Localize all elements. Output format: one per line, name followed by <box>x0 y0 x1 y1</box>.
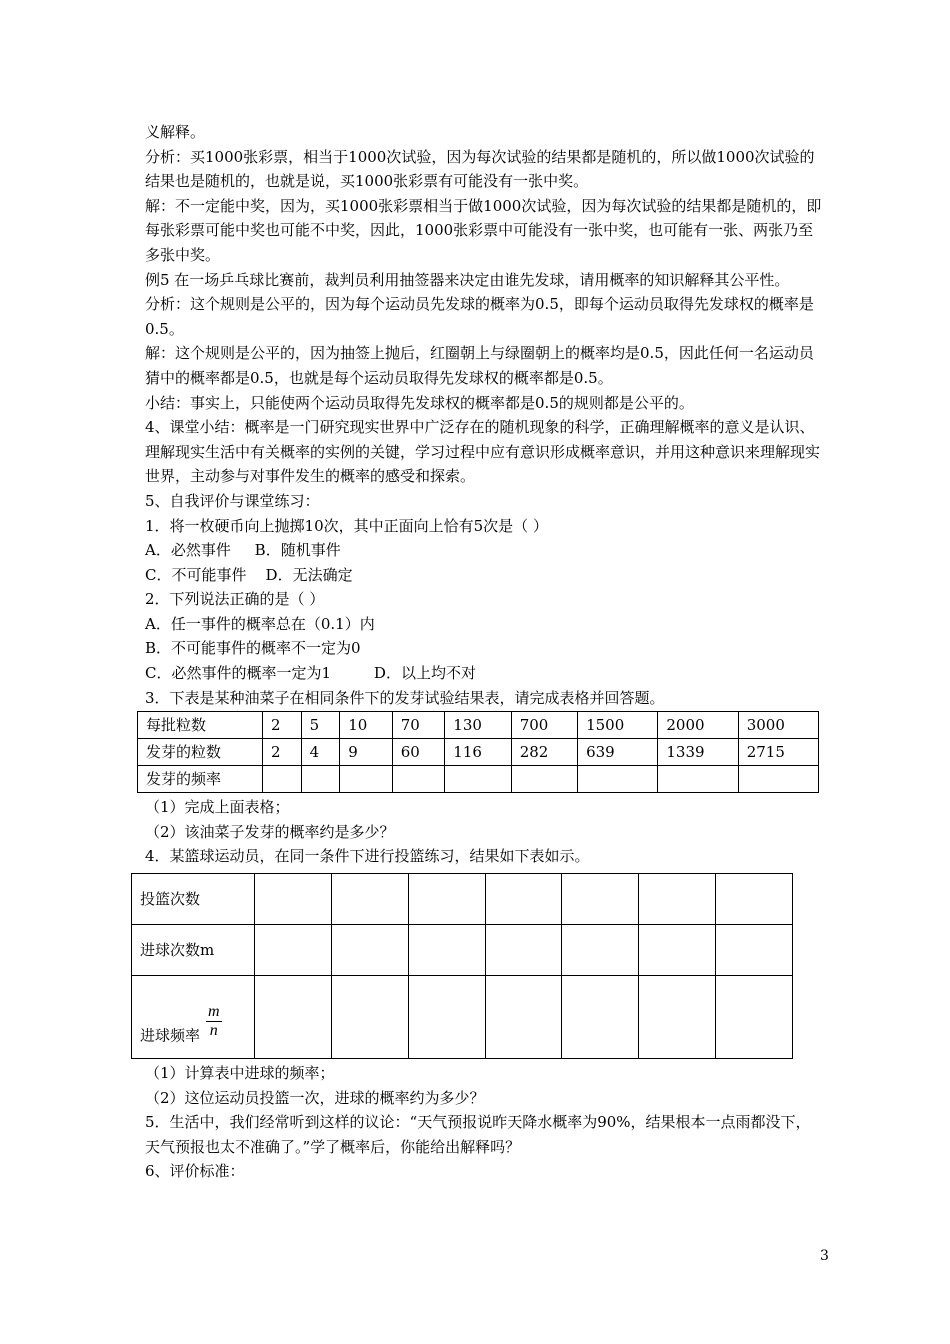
table-cell <box>263 766 302 793</box>
row-label: 发芽的频率 <box>138 766 263 793</box>
table-cell: 2715 <box>738 739 818 766</box>
table-cell: 1500 <box>578 712 658 739</box>
table-cell: 5 <box>301 712 340 739</box>
paragraph: 分析：这个规则是公平的，因为每个运动员先发球的概率为0.5，即每个运动员取得先发球权的概率是0.5。 <box>145 295 814 338</box>
table-cell: 60 <box>392 739 445 766</box>
section-c <box>145 1061 825 1184</box>
row-label: 每批粒数 <box>138 712 263 739</box>
table-cell: 2 <box>263 739 302 766</box>
table-cell <box>639 925 716 976</box>
table-row <box>138 712 819 739</box>
table-cell: 4 <box>301 739 340 766</box>
table-cell <box>658 766 738 793</box>
table-cell: 9 <box>340 739 393 766</box>
table-cell: 700 <box>511 712 577 739</box>
paragraph: 4、课堂小结：概率是一门研究现实世界中广泛存在的随机现象的科学，正确理解概率的意义是认识、理解现实生活中有关概率的实例的关键，学习过程中应有意识形成概率意识，并用这种意识来理解现实世界，主动参与对事件发生的概率的感受和探索。 <box>145 418 821 486</box>
table-cell <box>738 766 818 793</box>
table-cell: 2000 <box>658 712 738 739</box>
question-3: 3．下表是某种油菜子在相同条件下的发芽试验结果表，请完成表格并回答题。 <box>145 688 665 707</box>
table-cell <box>255 925 332 976</box>
table-cell <box>408 925 485 976</box>
table-cell: 2 <box>263 712 302 739</box>
table-cell <box>639 874 716 925</box>
table-cell <box>578 766 658 793</box>
table-row <box>138 766 819 793</box>
basketball-table <box>131 873 793 1059</box>
table-cell <box>562 976 639 1059</box>
page-number: 3 <box>820 1248 829 1264</box>
fraction-m-over-n <box>206 1003 222 1040</box>
table-cell <box>392 766 445 793</box>
question-4: 4．某篮球运动员，在同一条件下进行投篮练习，结果如下表如示。 <box>145 847 590 866</box>
section-a <box>145 120 825 710</box>
row-label-text: 投篮次数 <box>140 889 201 908</box>
table-cell <box>408 976 485 1059</box>
row-label-text: 进球频率 <box>140 1026 201 1045</box>
table-cell <box>408 874 485 925</box>
section-b <box>145 795 825 869</box>
table-cell <box>485 874 562 925</box>
fraction-denominator: n <box>209 1022 218 1040</box>
row-label <box>132 976 255 1059</box>
table-row <box>132 874 793 925</box>
paragraph: 义解释。 <box>145 123 206 141</box>
table-cell <box>562 925 639 976</box>
paragraph: 小结：事实上，只能使两个运动员取得先发球权的概率都是0.5的规则都是公平的。 <box>145 393 694 412</box>
germination-table <box>137 711 819 793</box>
table-cell <box>255 874 332 925</box>
table-cell: 10 <box>340 712 393 739</box>
table-cell <box>511 766 577 793</box>
table-row <box>132 925 793 976</box>
question-5: 5．生活中，我们经常听到这样的议论：“天气预报说昨天降水概率为90%，结果根本一点雨都没下，天气预报也太不准确了。”学了概率后，你能给出解释吗？ <box>145 1113 811 1156</box>
table-cell <box>331 976 408 1059</box>
row-label-text: 进球次数m <box>140 940 215 959</box>
table-cell <box>331 874 408 925</box>
heading: 6、评价标准： <box>145 1162 245 1181</box>
row-label <box>132 874 255 925</box>
question-2: 2．下列说法正确的是（ ） <box>145 590 325 609</box>
option-line: C．不可能事件 D．无法确定 <box>145 565 353 584</box>
table-row <box>138 739 819 766</box>
paragraph: 分析：买1000张彩票，相当于1000次试验，因为每次试验的结果都是随机的，所以做1000次试验的结果也是随机的，也就是说，买1000张彩票有可能没有一张中奖。 <box>145 147 815 191</box>
table-cell <box>331 925 408 976</box>
table-cell: 1339 <box>658 739 738 766</box>
table-cell: 130 <box>445 712 511 739</box>
paragraph: 解：这个规则是公平的，因为抽签上抛后，红圈朝上与绿圈朝上的概率均是0.5，因此任何一名运动员猜中的概率都是0.5，也就是每个运动员取得先发球权的概率都是0.5。 <box>145 344 814 387</box>
question-1: 1．将一枚硬币向上抛掷10次，其中正面向上恰有5次是（ ） <box>145 516 548 535</box>
table-cell <box>301 766 340 793</box>
table-cell <box>562 874 639 925</box>
paragraph: 5、自我评价与课堂练习： <box>145 491 320 510</box>
sub-question: （1）计算表中进球的频率； <box>145 1064 335 1083</box>
sub-question: （2）这位运动员投篮一次，进球的概率约为多少？ <box>145 1088 485 1107</box>
sub-question: （2）该油菜子发芽的概率约是多少？ <box>145 822 395 841</box>
table-cell <box>445 766 511 793</box>
row-label: 发芽的粒数 <box>138 739 263 766</box>
table-cell: 3000 <box>738 712 818 739</box>
table-cell <box>485 976 562 1059</box>
option-line: B．不可能事件的概率不一定为0 <box>145 639 361 658</box>
table-cell <box>340 766 393 793</box>
table-cell <box>639 976 716 1059</box>
table-cell <box>255 976 332 1059</box>
table-cell: 116 <box>445 739 511 766</box>
option-line: C．必然事件的概率一定为1 D．以上均不对 <box>145 664 476 683</box>
table-cell <box>716 976 793 1059</box>
fraction-numerator: m <box>208 1003 220 1021</box>
table-cell: 639 <box>578 739 658 766</box>
page-content <box>140 120 825 1184</box>
paragraph: 例5 在一场乒乓球比赛前，裁判员利用抽签器来决定由谁先发球，请用概率的知识解释其公平性。 <box>145 270 790 289</box>
row-label <box>132 925 255 976</box>
table-cell: 70 <box>392 712 445 739</box>
table-cell <box>716 874 793 925</box>
paragraph: 解：不一定能中奖，因为，买1000张彩票相当于做1000次试验，因为每次试验的结果都是随机的，即每张彩票可能中奖也可能不中奖，因此，1000张彩票中可能没有一张中奖，也可能有一张、两张乃至多张中奖。 <box>145 196 822 264</box>
option-line: A．任一事件的概率总在（0.1）内 <box>145 614 375 633</box>
option-line: A．必然事件 B．随机事件 <box>145 541 341 560</box>
table-row <box>132 976 793 1059</box>
table-cell: 282 <box>511 739 577 766</box>
table-cell <box>485 925 562 976</box>
sub-question: （1）完成上面表格； <box>145 798 290 817</box>
table-cell <box>716 925 793 976</box>
